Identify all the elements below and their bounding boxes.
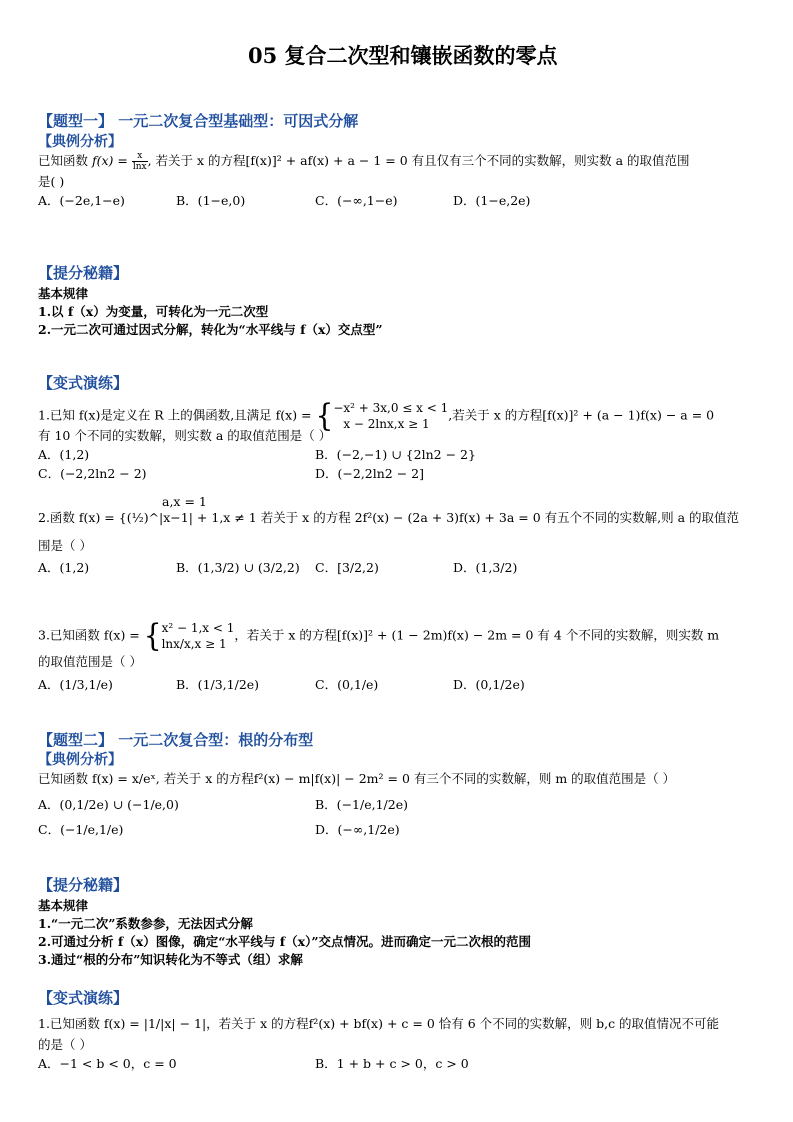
s1-p1-cases [333, 400, 448, 432]
s1-p1-option-d: D．(−2,2ln2 − 2] [315, 466, 425, 481]
s1-p3-option-a: A．(1/3,1/e) [38, 677, 113, 692]
s1-p2-option-c: C．[3/2,2) [315, 560, 379, 575]
section2-rule2: 2.可通过分析 f（x）图像，确定“水平线与 f（x）”交点情况。进而确定一元二次根的范围 [38, 934, 532, 949]
q-frac-den: lnx [132, 162, 147, 172]
q-frac-num: x [132, 151, 148, 162]
s1-p3-option-d: D．(0,1/2e) [453, 677, 525, 692]
section1-tips-tag: 【提分秘籍】 [38, 264, 129, 282]
s1-p1-line2: 有 10 个不同的实数解，则实数 a 的取值范围是（ ） [38, 428, 332, 443]
s1-p2-line1 [38, 508, 739, 526]
s2-option-c: C．(−1/e,1/e) [38, 822, 124, 837]
s2-p1-line2: 的是（ ） [38, 1037, 92, 1052]
page-title: 05 复合二次型和镶嵌函数的零点 [248, 43, 558, 68]
s2-option-b: B．(−1/e,1/2e) [315, 797, 408, 812]
s2-p1-option-a: A．−1 < b < 0，c = 0 [38, 1056, 177, 1071]
section1-rule2: 2.一元二次可通过因式分解，转化为“水平线与 f（x）交点型” [38, 322, 383, 337]
section1-rule1: 1.以 f（x）为变量，可转化为一元二次型 [38, 304, 269, 319]
section2-question: 已知函数 f(x) = x/eˣ, 若关于 x 的方程f²(x) − m|f(x)| − 2m² = 0 有三个不同的实数解，则 m 的取值范围是（ ） [38, 771, 676, 786]
s1-p2-line2: 围是（ ） [38, 538, 92, 553]
brace-icon: { [315, 397, 334, 434]
s1-p1-case2: x − 2lnx,x ≥ 1 [343, 417, 430, 431]
s1-option-d: D．(1−e,2e) [453, 193, 531, 208]
s1-p3-case2: lnx/x,x ≥ 1 [161, 637, 227, 651]
s1-option-a: A．(−2e,1−e) [38, 193, 125, 208]
s2-p1-option-b: B．1 + b + c > 0，c > 0 [315, 1056, 469, 1071]
s1-p2-case2: (½)^|x−1| + 1,x ≠ 1 [126, 510, 257, 525]
section1-rule-title: 基本规律 [38, 286, 89, 301]
s2-option-a: A．(0,1/2e) ∪ (−1/e,0) [38, 797, 179, 812]
section2-rule1: 1.“一元二次”系数参参，无法因式分解 [38, 916, 253, 931]
s1-p3-text-a: 3.已知函数 f(x) = [38, 627, 144, 643]
section2-practice-tag: 【变式演练】 [38, 989, 129, 1007]
q-text-a: 已知函数 [38, 153, 92, 168]
section2-rule3: 3.通过“根的分布”知识转化为不等式（组）求解 [38, 952, 303, 967]
s1-option-b: B．(1−e,0) [176, 193, 246, 208]
s1-p2-option-d: D．(1,3/2) [453, 560, 518, 575]
s1-p3-cases [162, 620, 235, 652]
s1-p3-line2: 的取值范围是（ ） [38, 654, 142, 669]
s1-p2-option-b: B．(1,3/2) ∪ (3/2,2) [176, 560, 300, 575]
section1-example-tag: 【典例分析】 [38, 134, 122, 150]
q-fraction [132, 151, 148, 172]
q-text-c: , 若关于 x 的方程[f(x)]² + af(x) + a − 1 = 0 有且仅有三个不同的实数解，则实数 a 的取值范围 [147, 153, 690, 168]
s1-p1-text-b: ,若关于 x 的方程[f(x)]² + (a − 1)f(x) − a = 0 [448, 407, 715, 423]
s1-p3-option-b: B．(1/3,1/2e) [176, 677, 260, 692]
section1-practice-tag: 【变式演练】 [38, 374, 129, 392]
section1-heading: 【题型一】 一元二次复合型基础型：可因式分解 [38, 112, 359, 130]
brace-icon: { [143, 617, 162, 654]
s1-p1-option-a: A．(1,2) [38, 447, 90, 462]
s2-p2-case1: a,x = 1 [162, 494, 207, 509]
section2-example-tag: 【典例分析】 [38, 752, 122, 768]
s1-p1-option-c: C．(−2,2ln2 − 2) [38, 466, 147, 481]
section1-question-line1 [38, 151, 690, 172]
s1-p3-option-c: C．(0,1/e) [315, 677, 379, 692]
section1-question-line2: 是( ) [38, 174, 65, 189]
s1-p1-case1: −x² + 3x,0 ≤ x < 1 [333, 401, 449, 415]
section2-heading: 【题型二】 一元二次复合型：根的分布型 [38, 731, 314, 749]
s1-option-c: C．(−∞,1−e) [315, 193, 398, 208]
s2-option-d: D．(−∞,1/2e) [315, 822, 400, 837]
section2-rule-title: 基本规律 [38, 898, 89, 913]
s1-p3-line1 [38, 617, 720, 654]
s1-p2-text-b: 若关于 x 的方程 2f²(x) − (2a + 3)f(x) + 3a = 0 有五个不同的实数解,则 a 的取值范 [260, 510, 739, 525]
s1-p3-case1: x² − 1,x < 1 [161, 621, 235, 635]
section2-tips-tag: 【提分秘籍】 [38, 876, 129, 894]
s1-p1-text-a: 1.已知 f(x)是定义在 R 上的偶函数,且满足 f(x) = [38, 407, 316, 423]
s1-p2-option-a: A．(1,2) [38, 560, 90, 575]
s1-p2-text-a: 2.函数 f(x) = { [38, 510, 127, 525]
s2-p1-line1: 1.已知函数 f(x) = |1/|x| − 1|，若关于 x 的方程f²(x) + bf(x) + c = 0 恰有 6 个不同的实数解，则 b,c 的取值情况不可能 [38, 1016, 720, 1031]
s1-p1-option-b: B．(−2,−1) ∪ {2ln2 − 2} [315, 447, 476, 462]
q-func: f(x) = [91, 153, 132, 168]
s1-p3-text-b: ，若关于 x 的方程[f(x)]² + (1 − 2m)f(x) − 2m = 0 有 4 个不同的实数解，则实数 m [234, 627, 720, 643]
